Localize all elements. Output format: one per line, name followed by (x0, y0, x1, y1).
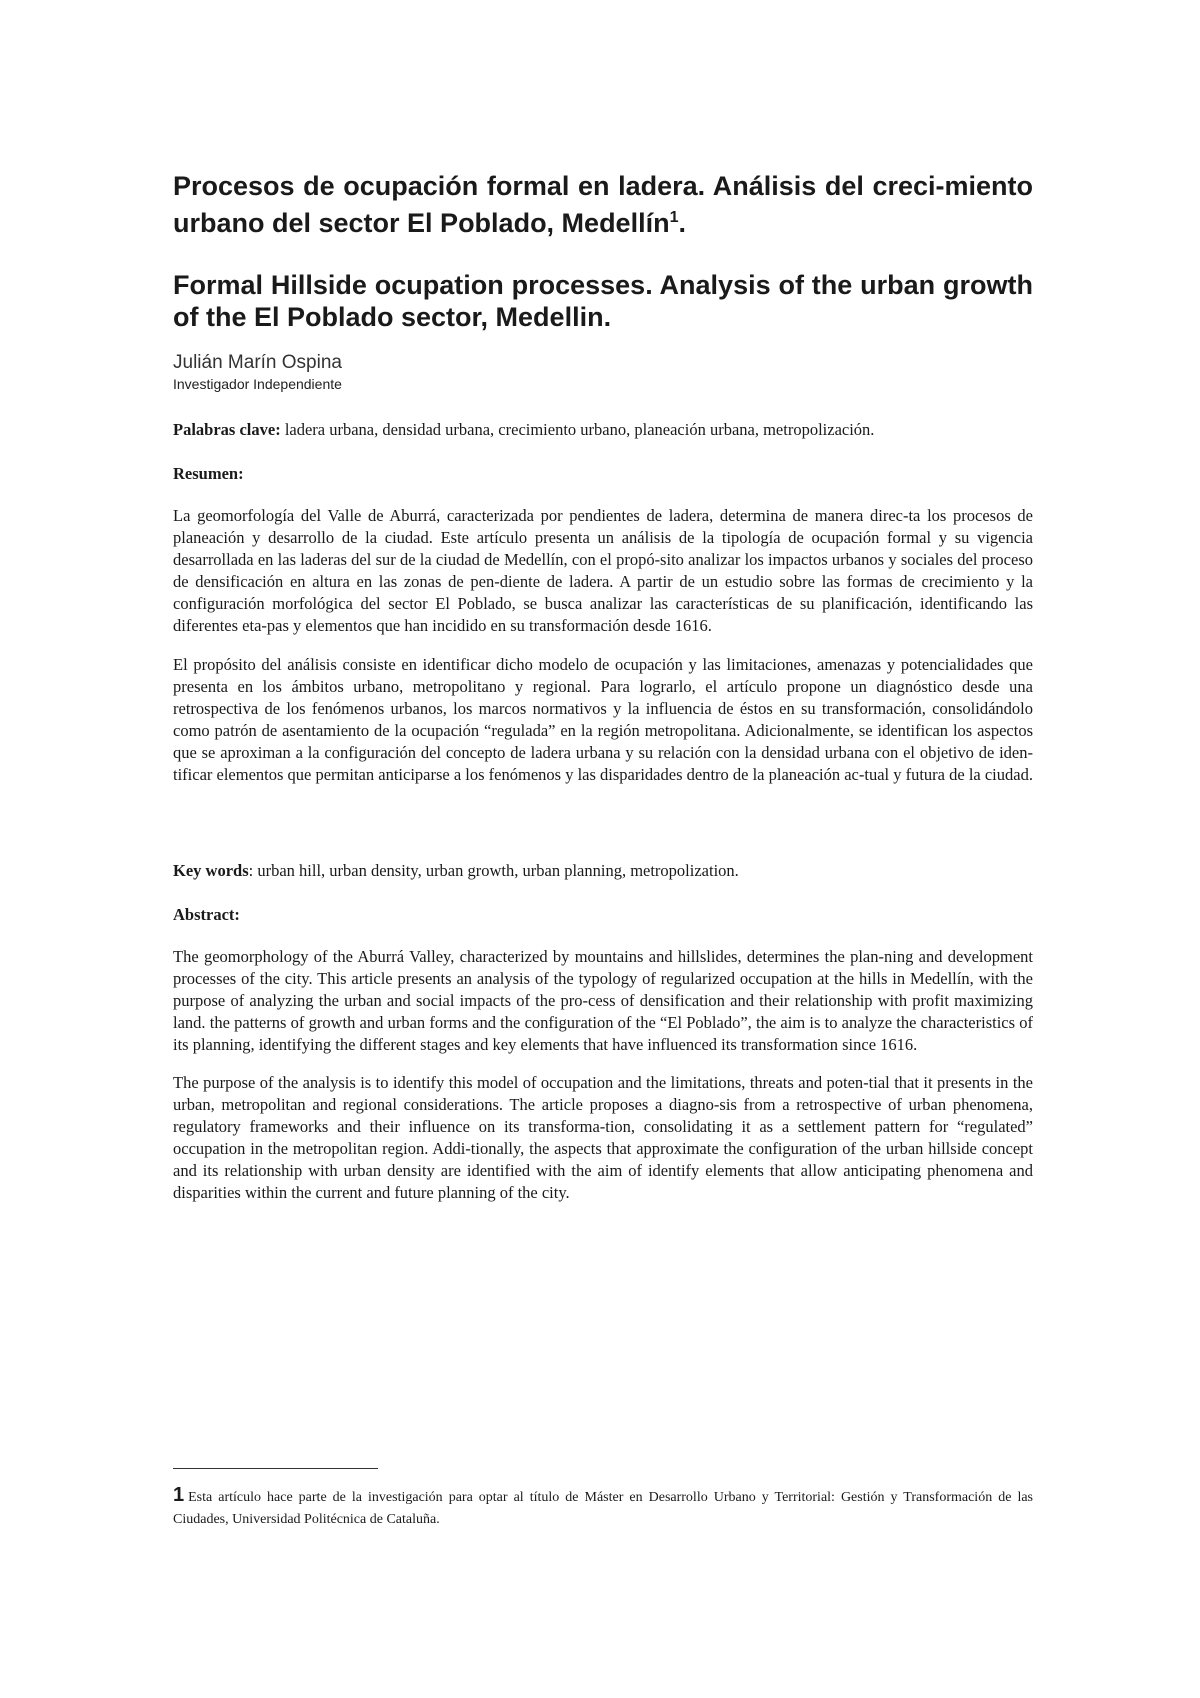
keywords-spanish-text: ladera urbana, densidad urbana, crecimiento urbano, planeación urbana, metropolización. (280, 420, 875, 439)
title-spanish (173, 170, 1033, 239)
footnote-reference[interactable]: 1 (669, 209, 679, 226)
title-spanish-end: . (678, 208, 686, 238)
title-english: Formal Hillside ocupation processes. Analysis of the urban growth of the El Poblado sector, Medellin. (173, 270, 1033, 332)
abstract-paragraph-1: The geomorphology of the Aburrá Valley, characterized by mountains and hillslides, determines the plan-ning and development processes of the city. This article presents an analysis of the typology of regularized occupation at the hills in Medellín, with the purpose of analyzing the urban and social impacts of the pro-cess of densification and their relationship with profit maximizing land. the patterns of growth and urban forms and the configuration of the “El Poblado”, the aim is to analyze the characteristics of its planning, identifying the different stages and key elements that have influenced its transformation since 1616. (173, 946, 1033, 1054)
resumen-paragraph-1: La geomorfología del Valle de Aburrá, caracterizada por pendientes de ladera, determina de manera direc-ta los procesos de planeación y desarrollo de la ciudad. Este artículo presenta un análisis de la tipología de ocupación formal y su vigencia desarrollada en las laderas del sur de la ciudad de Medellín, con el propó-sito analizar los impactos urbanos y sociales del proceso de densificación en altura en las zonas de pen-diente de ladera. A partir de un estudio sobre las formas de crecimiento y la configuración morfológica del sector El Poblado, se busca analizar las características de su planificación, identificando las diferentes eta-pas y elementos que han incidido en su transformación desde 1616. (173, 506, 1033, 635)
author-name: Julián Marín Ospina (173, 352, 342, 373)
resumen-paragraph-2: El propósito del análisis consiste en identificar dicho modelo de ocupación y las limitaciones, amenazas y potencialidades que presenta en los ámbitos urbano, metropolitano y regional. Para lograrlo, el artículo propone un diagnóstico desde una retrospectiva de los fenómenos urbanos, los marcos normativos y la influencia de éstos en su transformación, consolidándolo como patrón de asentamiento de la ocupación “regulada” en la región metropolitana. Adicionalmente, se identifican los aspectos que se aproximan a la configuración del concepto de ladera urbana y su relación con la densidad urbana con el objetivo de iden-tificar elementos que permitan anticiparse a los fenómenos y las disparidades dentro de la planeación ac-tual y futura de la ciudad. (173, 654, 1033, 784)
keywords-english-label: Key words (173, 860, 249, 880)
footnote-mark: 1 (173, 1484, 185, 1506)
footnote-text: Esta artículo hace parte de la investigación para optar al título de Máster en Desarrollo Urbano y Territorial: Gestión y Transformación de las Ciudades, Universidad Politécnica de Cataluña. (173, 1490, 1033, 1527)
footnote-divider (173, 1468, 378, 1469)
keywords-spanish-label: Palabras clave: (173, 420, 281, 439)
title-spanish-text: Procesos de ocupación formal en ladera. Análisis del creci-miento urbano del sector El Poblado, Medellín (173, 171, 1033, 238)
resumen-heading: Resumen: (173, 464, 244, 483)
keywords-spanish (173, 419, 1033, 441)
keywords-english-text: : urban hill, urban density, urban growth, urban planning, metropolization. (248, 860, 739, 880)
page-body (173, 170, 1033, 1221)
abstract-paragraph-2: The purpose of the analysis is to identify this model of occupation and the limitations, threats and poten-tial that it presents in the urban, metropolitan and regional considerations. The article proposes a diagno-sis from a retrospective of urban phenomena, regulatory frameworks and their influence on its transforma-tion, consolidating it as a settlement pattern for “regulated” occupation in the metropolitan region. Addi-tionally, the aspects that approximate the configuration of the urban hillside concept and its relationship with urban density are identified with the aim of identify elements that allow anticipating phenomena and disparities within the current and future planning of the city. (173, 1073, 1033, 1202)
footnote (173, 1484, 1033, 1531)
keywords-english (173, 860, 1033, 882)
author-affiliation: Investigador Independiente (173, 376, 342, 392)
abstract-heading: Abstract: (173, 904, 240, 924)
